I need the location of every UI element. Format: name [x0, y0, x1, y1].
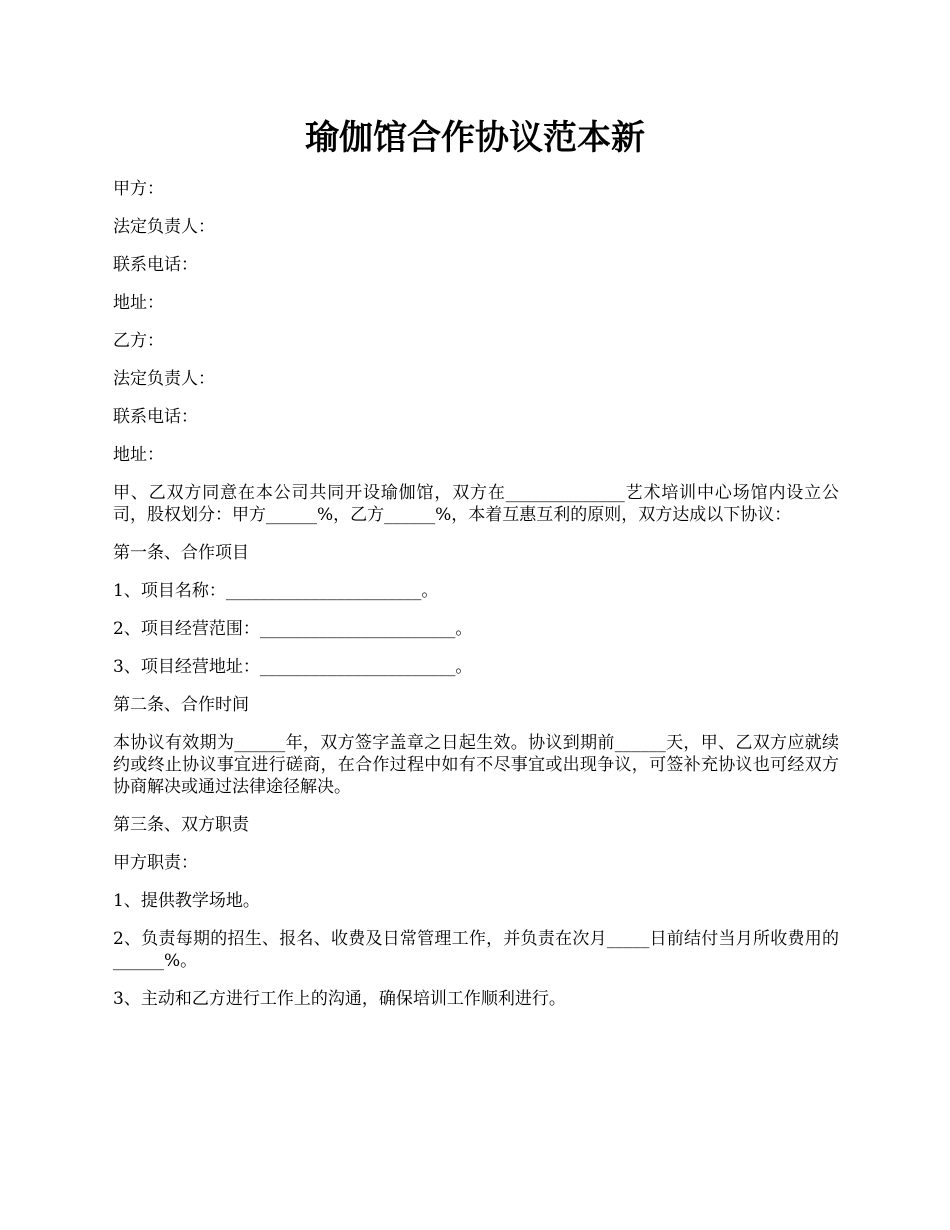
project-scope-line: 2、项目经营范围：_______________________。	[113, 619, 473, 639]
preamble-paragraph: 甲、乙双方同意在本公司共同开设瑜伽馆，双方在______________艺术培训中心场馆内设立公司，股权划分：甲方______%，乙方______%，本着互惠互利的原则，双方达成以下协议：	[113, 483, 839, 525]
party-a-address: 地址：	[113, 293, 164, 313]
duty-item-3: 3、主动和乙方进行工作上的沟通，确保培训工作顺利进行。	[113, 989, 566, 1009]
party-b-legal-representative: 法定负责人：	[113, 369, 215, 389]
party-b-label: 乙方：	[113, 331, 164, 351]
document-title: 瑜伽馆合作协议范本新	[305, 118, 645, 158]
party-b-phone: 联系电话：	[113, 407, 198, 427]
party-a-label: 甲方：	[113, 179, 164, 199]
article-3-heading: 第三条、双方职责	[113, 815, 249, 835]
party-b-address: 地址：	[113, 445, 164, 465]
duty-item-1: 1、提供教学场地。	[113, 891, 260, 911]
project-address-line: 3、项目经营地址：_______________________。	[113, 657, 473, 677]
term-paragraph: 本协议有效期为______年，双方签字盖章之日起生效。协议到期前______天，甲、乙双方应就续约或终止协议事宜进行磋商，在合作过程中如有不尽事宜或出现争议，可签补充协议也可经双方协商解决或通过法律途径解决。	[113, 733, 839, 797]
article-1-heading: 第一条、合作项目	[113, 543, 249, 563]
article-2-heading: 第二条、合作时间	[113, 695, 249, 715]
duty-item-2: 2、负责每期的招生、报名、收费及日常管理工作，并负责在次月_____日前结付当月所收费用的______%。	[113, 929, 839, 971]
party-a-phone: 联系电话：	[113, 255, 198, 275]
party-a-duties-heading: 甲方职责：	[113, 853, 198, 873]
party-a-legal-representative: 法定负责人：	[113, 217, 215, 237]
project-name-line: 1、项目名称：_______________________。	[113, 581, 439, 601]
document-body	[113, 178, 839, 1026]
